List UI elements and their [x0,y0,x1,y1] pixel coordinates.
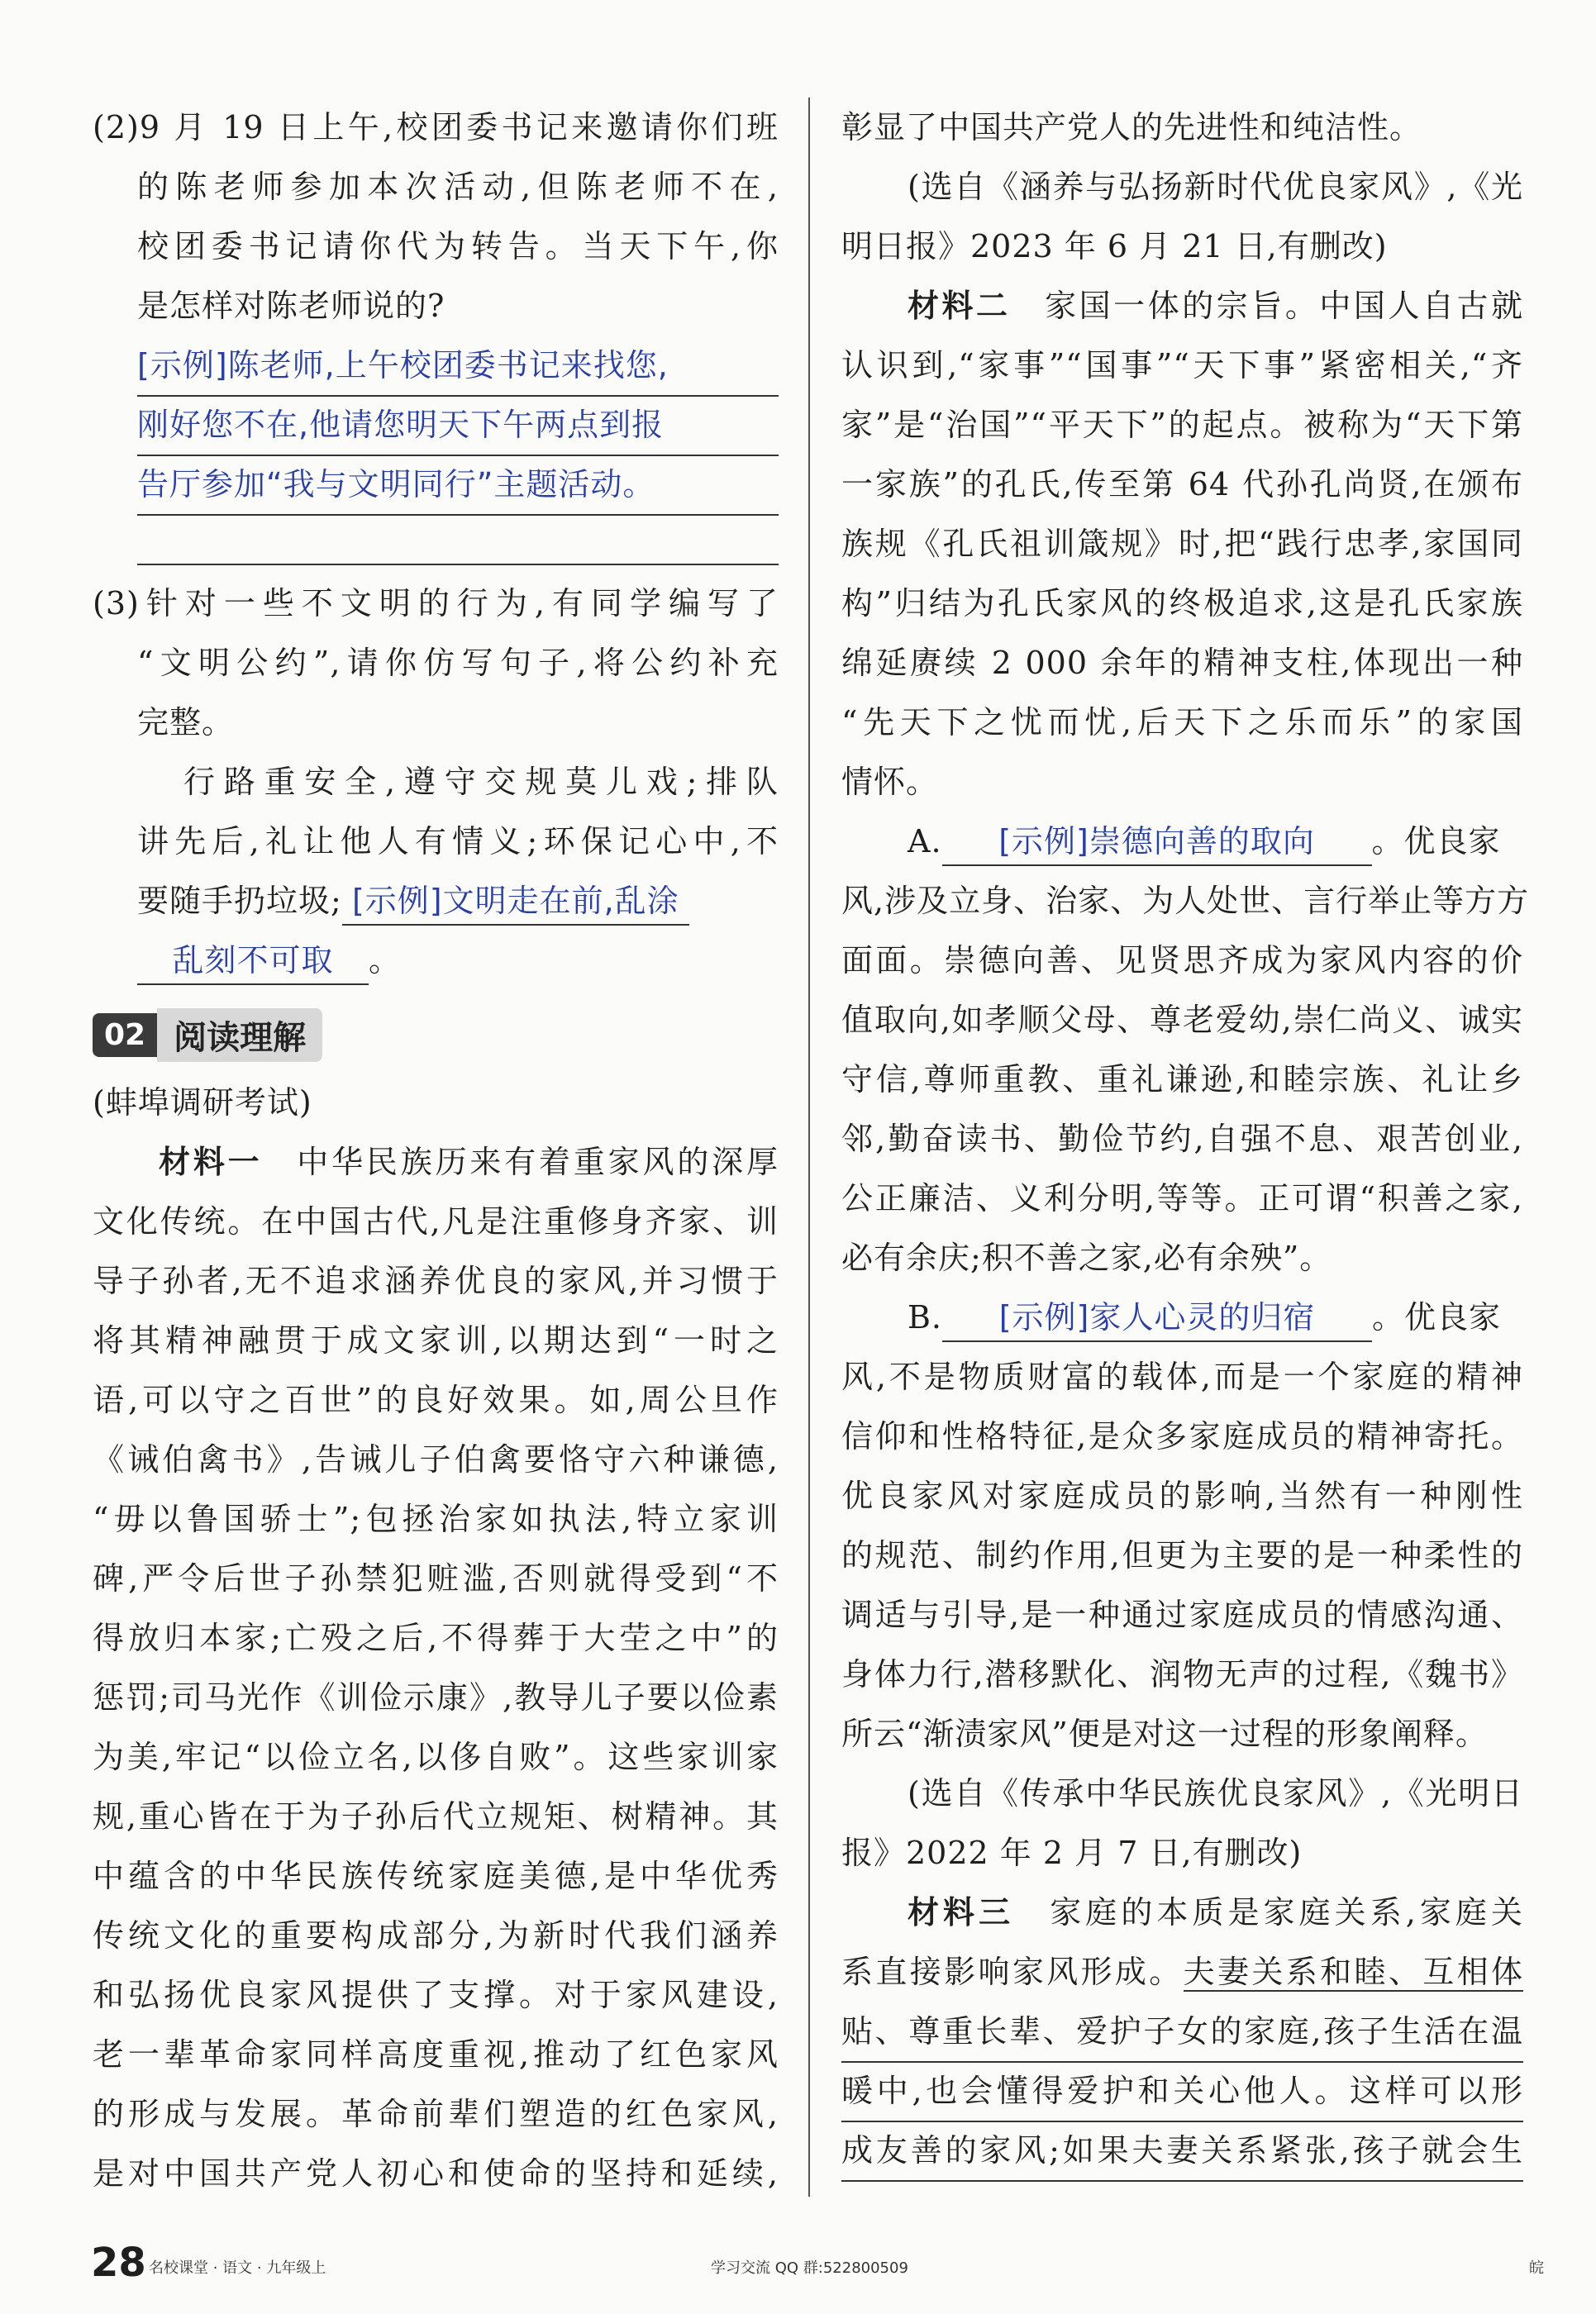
region-tag: 皖 [1529,2259,1544,2277]
material-2-line: 公正廉洁、义利分明,等等。正可谓“积善之家, [841,1180,1523,1217]
material-1-line: 规,重心皆在于为子孙后代立规矩、树精神。其 [93,1798,779,1835]
material-label: 材料三 [908,1894,1015,1931]
column-divider [808,98,810,2197]
material-2-line: 风,不是物质财富的载体,而是一个家庭的精神 [841,1359,1523,1395]
material-1-line: 是对中国共产党人初心和使命的坚持和延续, [93,2155,779,2192]
underlined-text: 暖中,也会懂得爱护和关心他人。这样可以形 [841,2061,1523,2122]
page-footer [50,2240,1554,2289]
underlined-text: 贴、尊重长辈、爱护子女的家庭,孩子生活在温 [841,2002,1523,2063]
section-heading [93,1002,779,1068]
material-label: 材料二 [908,288,1011,324]
answer-blank-a: [示例]崇德向善的取向 [942,818,1372,866]
material-2-line: 一家族”的孔氏,传至第 64 代孙孔尚贤,在颁布 [841,466,1523,502]
material-2-line: 必有余庆;积不善之家,必有余殃”。 [841,1240,1332,1276]
material-1-line: 的形成与发展。革命前辈们塑造的红色家风, [93,2096,779,2132]
section-title: 阅读理解 [157,1008,322,1062]
material-1-line: 老一辈革命家同样高度重视,推动了红色家风 [93,2036,779,2073]
material-1-line: 《诫伯禽书》,告诫儿子伯禽要恪守六种谦德, [93,1441,779,1478]
pledge-line-answer: 要随手扔垃圾; [示例]文明走在前,乱涂 [93,871,779,931]
material-1-line: 中蕴含的中华民族传统家庭美德,是中华优秀 [93,1858,779,1894]
underlined-text: 夫妻关系和睦、互相体 [1183,1954,1523,1990]
blank-b-line: B. [示例]家人心灵的归宿 。优良家 [841,1288,1523,1347]
material-1-line: 语,可以守之百世”的良好效果。如,周公旦作 [93,1382,779,1418]
answer-line-2-3: 告厅参加“我与文明同行”主题活动。 [93,455,779,514]
material-2-first-line: 材料二 家国一体的宗旨。中国人自古就 [908,288,1523,324]
left-column [93,98,779,2203]
source-note: (蚌埠调研考试) [93,1084,312,1121]
answer-blank-3: [示例]文明走在前,乱涂 [342,878,689,926]
material-2-line: 优良家风对家庭成员的影响,当然有一种刚性 [841,1478,1523,1514]
material-2-line: 守信,尊师重教、重礼谦逊,和睦宗族、礼让乡 [841,1061,1523,1097]
citation-2: (选自《传承中华民族优良家风》,《光明日 [908,1775,1523,1812]
material-3-line [841,2061,1523,2121]
blank-a-line: A. [示例]崇德向善的取向 。优良家 [841,812,1523,871]
pledge-line: 讲先后,礼让他人有情义;环保记心中,不 [137,823,779,859]
pledge-line: 行路重安全,遵守交规莫儿戏;排队 [183,764,779,800]
material-1-line: 惩罚;司马光作《训俭示康》,教导儿子要以俭素 [93,1679,779,1716]
material-1-first-line: 材料一 中华民族历来有着重家风的深厚 [159,1144,779,1180]
material-2-line: 调适与引导,是一种通过家庭成员的情感沟通、 [841,1597,1523,1633]
material-2-line: 信仰和性格特征,是众多家庭成员的精神寄托。 [841,1418,1523,1455]
material-1-line: 为美,牢记“以俭立名,以侈自败”。这些家训家 [93,1739,779,1775]
material-2-line: 风,涉及立身、治家、为人处世、言行举止等方方 [841,883,1530,919]
underlined-text: 成友善的家风;如果夫妻关系紧张,孩子就会生 [841,2121,1523,2182]
page-number: 28 [91,2240,146,2286]
material-1-line: 文化传统。在中国古代,凡是注重修身齐家、训 [93,1203,779,1240]
citation-1: 明日报》2023 年 6 月 21 日,有删改) [841,228,1388,264]
material-1-line: 传统文化的重要构成部分,为新时代我们涵养 [93,1917,779,1954]
material-3-line [841,2121,1523,2180]
pledge-line-answer: 乱刻不可取 。 [93,931,779,990]
material-1-line: 和弘扬优良家风提供了支撑。对于家风建设, [93,1977,779,2013]
material-1-last-line: 彰显了中国共产党人的先进性和纯洁性。 [841,109,1422,145]
material-2-line: “先天下之忧而忧,后天下之乐而乐”的家国 [841,704,1523,740]
material-1-line: 将其精神融贯于成文家训,以期达到“一时之 [93,1322,779,1359]
material-3-first-line: 材料三 家庭的本质是家庭关系,家庭关 [908,1894,1523,1931]
question-2-line: 是怎样对陈老师说的? [137,288,445,324]
material-2-line: 身体力行,潜移默化、润物无声的过程,《魏书》 [841,1656,1523,1693]
material-1-line: 导子孙者,无不追求涵养优良的家风,并习惯于 [93,1263,779,1299]
material-3-line: 系直接影响家风形成。夫妻关系和睦、互相体 [841,1954,1523,1990]
section-number: 02 [93,1013,157,1057]
material-2-line: 家”是“治国”“平天下”的起点。被称为“天下第 [841,407,1523,443]
answer-line-2-1: [示例]陈老师,上午校团委书记来找您, [93,336,779,395]
material-2-line: 所云“渐渍家风”便是对这一过程的形象阐释。 [841,1716,1488,1752]
answer-line-2-4 [93,514,779,574]
material-2-line: 构”归结为孔氏家风的终极追求,这是孔氏家族 [841,585,1523,621]
material-2-line: 情怀。 [841,764,939,800]
material-label: 材料一 [159,1144,263,1180]
question-2-line: 校团委书记请你代为转告。当天下午,你 [137,228,779,264]
question-3-line: “文明公约”,请你仿写句子,将公约补充 [137,645,779,681]
qq-group: 学习交流 QQ 群:522800509 [711,2259,908,2277]
question-2-line: (2)9 月 19 日上午,校团委书记来邀请你们班 [93,109,779,145]
material-2-line: 值取向,如孝顺父母、尊老爱幼,崇仁尚义、诚实 [841,1002,1523,1038]
material-1-line: 碑,严令后世子孙禁犯赃滥,否则就得受到“不 [93,1560,779,1597]
material-1-line: “毋以鲁国骄士”;包拯治家如执法,特立家训 [93,1501,779,1537]
answer-line-2-2: 刚好您不在,他请您明天下午两点到报 [93,395,779,455]
right-column [841,98,1530,2180]
material-3-line [841,2002,1523,2061]
material-2-line: 绵延赓续 2 000 余年的精神支柱,体现出一种 [841,645,1523,681]
answer-blank-3b: 乱刻不可取 [137,937,369,985]
citation-2: 报》2022 年 2 月 7 日,有删改) [841,1835,1303,1871]
answer-blank-b: [示例]家人心灵的归宿 [942,1294,1372,1342]
material-2-line: 的规范、制约作用,但更为主要的是一种柔性的 [841,1537,1523,1574]
material-1-line: 得放归本家;亡殁之后,不得葬于大茔之中”的 [93,1620,779,1656]
series-title: 名校课堂 · 语文 · 九年级上 [149,2259,326,2277]
material-2-line: 面面。崇德向善、见贤思齐成为家风内容的价 [841,942,1523,978]
material-2-line: 邻,勤奋读书、勤俭节约,自强不息、艰苦创业, [841,1121,1523,1157]
question-2-line: 的陈老师参加本次活动,但陈老师不在, [137,169,779,205]
material-2-line: 族规《孔氏祖训箴规》时,把“践行忠孝,家国同 [841,526,1523,562]
question-3-line: (3)针对一些不文明的行为,有同学编写了 [93,585,779,621]
material-2-line: 认识到,“家事”“国事”“天下事”紧密相关,“齐 [841,347,1523,383]
question-3-line: 完整。 [137,704,235,740]
citation-1: (选自《涵养与弘扬新时代优良家风》,《光 [908,169,1523,205]
